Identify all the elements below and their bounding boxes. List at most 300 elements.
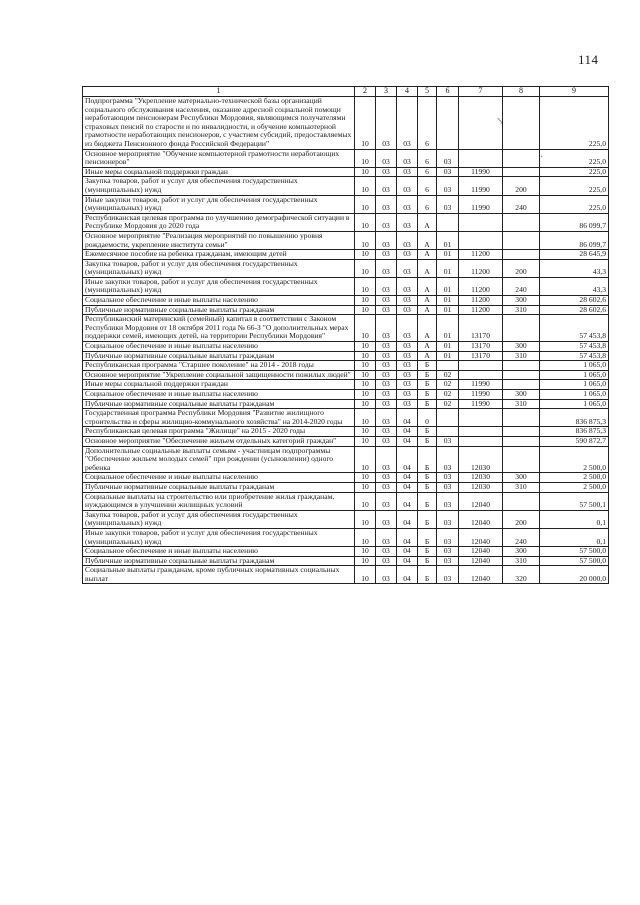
code-cs-3-cell: 02 (437, 380, 459, 390)
amount-cell: 225,0 (540, 97, 609, 150)
code-cs-3-cell: 03 (437, 177, 459, 195)
code-cs-2-cell: 0 (418, 409, 437, 427)
table-row (83, 305, 609, 315)
column-header: 9 (540, 87, 609, 97)
code-r-cell: 10 (355, 370, 376, 380)
code-vr-cell (503, 97, 540, 150)
code-cs-3-cell (437, 427, 459, 437)
row-name: Закупка товаров, работ и услуг для обеспечения государственных (муниципальных) нужд (83, 177, 355, 195)
table-row (83, 492, 609, 510)
code-cs-2-cell: А (418, 250, 437, 260)
amount-cell: 57 453,8 (540, 315, 609, 342)
code-pr-cell: 03 (376, 277, 397, 295)
row-name: Иные меры социальной поддержки граждан (83, 167, 355, 177)
code-cs-1-cell: 03 (397, 380, 418, 390)
code-cs-2-cell: А (418, 213, 437, 231)
code-cs-2-cell: А (418, 231, 437, 249)
code-r-cell: 10 (355, 361, 376, 371)
code-cs-1-cell: 03 (397, 213, 418, 231)
table-row (83, 250, 609, 260)
code-pr-cell: 03 (376, 149, 397, 167)
amount-cell: 225,0 (540, 149, 609, 167)
table-row (83, 510, 609, 528)
amount-cell: 1 065,0 (540, 361, 609, 371)
table-row (83, 97, 609, 150)
code-cs-4-cell (459, 409, 503, 427)
code-cs-3-cell: 03 (437, 149, 459, 167)
code-cs-4-cell: 12040 (459, 556, 503, 566)
code-vr-cell: 320 (503, 566, 540, 584)
code-vr-cell (503, 427, 540, 437)
amount-cell: 2 500,0 (540, 473, 609, 483)
code-pr-cell: 03 (376, 427, 397, 437)
code-pr-cell: 03 (376, 492, 397, 510)
code-cs-3-cell (437, 97, 459, 150)
code-cs-1-cell: 03 (397, 250, 418, 260)
code-vr-cell: 310 (503, 305, 540, 315)
amount-cell: 28 602,6 (540, 305, 609, 315)
code-cs-4-cell: 11200 (459, 250, 503, 260)
row-name: Социальное обеспечение и иные выплаты населению (83, 296, 355, 306)
code-pr-cell: 03 (376, 528, 397, 546)
amount-cell: 836 875,3 (540, 409, 609, 427)
code-cs-1-cell: 03 (397, 97, 418, 150)
row-name: Публичные нормативные социальные выплаты гражданам (83, 399, 355, 409)
table-header-row (83, 87, 609, 97)
code-cs-4-cell: 11990 (459, 195, 503, 213)
code-cs-4-cell: 11200 (459, 305, 503, 315)
code-cs-2-cell: Б (418, 446, 437, 473)
code-pr-cell: 03 (376, 97, 397, 150)
code-cs-4-cell: 12030 (459, 446, 503, 473)
code-cs-3-cell (437, 409, 459, 427)
code-cs-2-cell: 6 (418, 177, 437, 195)
code-cs-4-cell: 11990 (459, 390, 503, 400)
code-cs-3-cell: 01 (437, 305, 459, 315)
row-name: Основное мероприятие "Реализация мероприятий по повышению уровня рождаемости, укрепление института семьи" (83, 231, 355, 249)
code-r-cell: 10 (355, 482, 376, 492)
row-name: Иные меры социальной поддержки граждан (83, 380, 355, 390)
code-cs-2-cell: А (418, 342, 437, 352)
code-cs-3-cell (437, 213, 459, 231)
row-name: Социальное обеспечение и иные выплаты населению (83, 547, 355, 557)
code-vr-cell: 310 (503, 556, 540, 566)
code-cs-1-cell: 03 (397, 277, 418, 295)
row-name: Республиканская программа "Старшее поколение" на 2014 - 2018 годы (83, 361, 355, 371)
code-cs-1-cell: 04 (397, 492, 418, 510)
column-header: 2 (355, 87, 376, 97)
code-cs-3-cell: 03 (437, 446, 459, 473)
code-r-cell: 10 (355, 528, 376, 546)
amount-cell: 57 500,0 (540, 556, 609, 566)
code-pr-cell: 03 (376, 436, 397, 446)
row-name: Социальное обеспечение и иные выплаты населению (83, 473, 355, 483)
code-cs-4-cell: 13170 (459, 315, 503, 342)
code-cs-2-cell: Б (418, 390, 437, 400)
amount-cell: 57 500,0 (540, 547, 609, 557)
code-cs-1-cell: 04 (397, 556, 418, 566)
code-r-cell: 10 (355, 510, 376, 528)
code-cs-1-cell: 04 (397, 436, 418, 446)
amount-cell: 1 065,0 (540, 390, 609, 400)
row-name: Иные закупки товаров, работ и услуг для обеспечения государственных (муниципальных) нужд (83, 277, 355, 295)
code-vr-cell (503, 213, 540, 231)
code-cs-1-cell: 04 (397, 482, 418, 492)
code-cs-4-cell: 11200 (459, 277, 503, 295)
row-name: Основное мероприятие "Укрепление социальной защищенности пожилых людей" (83, 370, 355, 380)
row-name: Дополнительные социальные выплаты семьям - участницам подпрограммы "Обеспечение жильем молодых семей" при рождении (усыновлении) одного ребенка (83, 446, 355, 473)
code-cs-4-cell: 13170 (459, 342, 503, 352)
table-row (83, 399, 609, 409)
amount-cell: 20 000,0 (540, 566, 609, 584)
column-header: 5 (418, 87, 437, 97)
table-row (83, 342, 609, 352)
code-cs-1-cell: 03 (397, 149, 418, 167)
row-name: Республиканская целевая программа по улучшению демографической ситуации в Республике Мордовия до 2020 года (83, 213, 355, 231)
column-header: 4 (397, 87, 418, 97)
table-row (83, 259, 609, 277)
amount-cell: 57 453,8 (540, 342, 609, 352)
amount-cell: 86 099,7 (540, 213, 609, 231)
code-vr-cell (503, 167, 540, 177)
scan-mark: ↘ (496, 116, 505, 127)
code-vr-cell (503, 370, 540, 380)
code-cs-4-cell (459, 370, 503, 380)
code-vr-cell: 300 (503, 547, 540, 557)
code-cs-2-cell: 6 (418, 97, 437, 150)
code-cs-4-cell (459, 97, 503, 150)
code-pr-cell: 03 (376, 361, 397, 371)
code-cs-1-cell: 03 (397, 361, 418, 371)
code-r-cell: 10 (355, 296, 376, 306)
amount-cell: 2 500,0 (540, 446, 609, 473)
amount-cell: 225,0 (540, 195, 609, 213)
code-r-cell: 10 (355, 305, 376, 315)
code-cs-2-cell: Б (418, 556, 437, 566)
code-vr-cell (503, 315, 540, 342)
amount-cell: 86 099,7 (540, 231, 609, 249)
code-pr-cell: 03 (376, 167, 397, 177)
code-cs-4-cell: 11990 (459, 380, 503, 390)
code-cs-1-cell: 04 (397, 427, 418, 437)
code-pr-cell: 03 (376, 409, 397, 427)
row-name: Основное мероприятие "Обеспечение жильем отдельных категорий граждан" (83, 436, 355, 446)
code-vr-cell (503, 361, 540, 371)
table-row (83, 390, 609, 400)
table-row (83, 370, 609, 380)
code-pr-cell: 03 (376, 566, 397, 584)
table-row (83, 351, 609, 361)
code-vr-cell (503, 231, 540, 249)
row-name: Публичные нормативные социальные выплаты гражданам (83, 482, 355, 492)
table-row (83, 566, 609, 584)
code-cs-4-cell: 12040 (459, 566, 503, 584)
code-pr-cell: 03 (376, 390, 397, 400)
amount-cell: 0,1 (540, 510, 609, 528)
code-vr-cell: 300 (503, 473, 540, 483)
code-pr-cell: 03 (376, 259, 397, 277)
code-cs-1-cell: 03 (397, 231, 418, 249)
code-pr-cell: 03 (376, 370, 397, 380)
code-cs-4-cell: 12030 (459, 473, 503, 483)
code-pr-cell: 03 (376, 177, 397, 195)
row-name: Социальные выплаты гражданам, кроме публичных нормативных социальных выплат (83, 566, 355, 584)
code-vr-cell: 240 (503, 528, 540, 546)
code-vr-cell (503, 436, 540, 446)
column-header: 8 (503, 87, 540, 97)
table-row (83, 361, 609, 371)
table-row (83, 231, 609, 249)
code-cs-3-cell: 01 (437, 296, 459, 306)
code-vr-cell: 300 (503, 390, 540, 400)
code-cs-2-cell: Б (418, 361, 437, 371)
code-pr-cell: 03 (376, 547, 397, 557)
table-row (83, 213, 609, 231)
code-cs-2-cell: Б (418, 473, 437, 483)
code-pr-cell: 03 (376, 473, 397, 483)
code-cs-2-cell: Б (418, 528, 437, 546)
code-cs-2-cell: А (418, 259, 437, 277)
code-r-cell: 10 (355, 342, 376, 352)
code-vr-cell (503, 149, 540, 167)
amount-cell: 1 065,0 (540, 370, 609, 380)
code-r-cell: 10 (355, 473, 376, 483)
code-cs-4-cell: 11990 (459, 177, 503, 195)
amount-cell: 225,0 (540, 167, 609, 177)
code-cs-1-cell: 03 (397, 259, 418, 277)
code-r-cell: 10 (355, 409, 376, 427)
code-vr-cell: 200 (503, 259, 540, 277)
code-vr-cell: 240 (503, 277, 540, 295)
code-cs-4-cell: 12040 (459, 492, 503, 510)
code-r-cell: 10 (355, 380, 376, 390)
table-row (83, 446, 609, 473)
code-pr-cell: 03 (376, 315, 397, 342)
code-r-cell: 10 (355, 399, 376, 409)
code-cs-3-cell: 03 (437, 510, 459, 528)
amount-cell: 57 453,8 (540, 351, 609, 361)
code-r-cell: 10 (355, 547, 376, 557)
amount-cell: 590 872,7 (540, 436, 609, 446)
amount-cell: 836 875,3 (540, 427, 609, 437)
table-row (83, 296, 609, 306)
amount-cell: 43,3 (540, 277, 609, 295)
row-name: Закупка товаров, работ и услуг для обеспечения государственных (муниципальных) нужд (83, 259, 355, 277)
row-name: Республиканский материнский (семейный) капитал в соответствии с Законом Республики Мордовия от 18 октября 2011 года № 66-З "О дополнительных мерах поддержки семей, имеющих детей, на территории Республики Мордовия" (83, 315, 355, 342)
code-cs-3-cell: 02 (437, 390, 459, 400)
code-pr-cell: 03 (376, 296, 397, 306)
row-name: Государственная программа Республики Мордовия "Развитие жилищного строительства и сферы жилищно-коммунального хозяйства" на 2014-2020 годы (83, 409, 355, 427)
table-row (83, 380, 609, 390)
code-cs-1-cell: 03 (397, 370, 418, 380)
code-cs-2-cell: Б (418, 427, 437, 437)
code-r-cell: 10 (355, 177, 376, 195)
code-pr-cell: 03 (376, 250, 397, 260)
table-row (83, 436, 609, 446)
amount-cell: 0,1 (540, 528, 609, 546)
code-cs-2-cell: Б (418, 547, 437, 557)
table-row (83, 427, 609, 437)
code-cs-3-cell: 01 (437, 231, 459, 249)
code-vr-cell: 200 (503, 510, 540, 528)
code-cs-2-cell: Б (418, 492, 437, 510)
code-cs-3-cell: 01 (437, 250, 459, 260)
code-cs-3-cell: 02 (437, 370, 459, 380)
code-cs-4-cell: 11200 (459, 296, 503, 306)
code-cs-4-cell (459, 149, 503, 167)
table-row (83, 177, 609, 195)
table-row (83, 277, 609, 295)
code-cs-4-cell: 12040 (459, 547, 503, 557)
code-vr-cell: 310 (503, 399, 540, 409)
code-cs-3-cell: 01 (437, 277, 459, 295)
code-cs-2-cell: Б (418, 566, 437, 584)
scan-mark: · (540, 152, 544, 163)
table-row (83, 167, 609, 177)
code-cs-2-cell: А (418, 351, 437, 361)
code-cs-4-cell (459, 231, 503, 249)
code-r-cell: 10 (355, 492, 376, 510)
code-pr-cell: 03 (376, 305, 397, 315)
row-name: Публичные нормативные социальные выплаты гражданам (83, 556, 355, 566)
amount-cell: 57 500,1 (540, 492, 609, 510)
code-vr-cell: 300 (503, 296, 540, 306)
code-cs-2-cell: А (418, 305, 437, 315)
code-cs-1-cell: 03 (397, 399, 418, 409)
code-pr-cell: 03 (376, 342, 397, 352)
amount-cell: 2 500,0 (540, 482, 609, 492)
code-pr-cell: 03 (376, 510, 397, 528)
code-cs-2-cell: Б (418, 399, 437, 409)
code-cs-2-cell: Б (418, 482, 437, 492)
code-vr-cell: 300 (503, 342, 540, 352)
table-row (83, 556, 609, 566)
table-row (83, 482, 609, 492)
code-cs-3-cell (437, 361, 459, 371)
page-number: 114 (578, 52, 599, 67)
code-r-cell: 10 (355, 446, 376, 473)
row-name: Социальные выплаты на строительство или приобретение жилья гражданам, нуждающимся в улучшении жилищных условий (83, 492, 355, 510)
code-pr-cell: 03 (376, 556, 397, 566)
code-cs-1-cell: 04 (397, 528, 418, 546)
code-cs-2-cell: 6 (418, 195, 437, 213)
code-r-cell: 10 (355, 97, 376, 150)
table-row (83, 315, 609, 342)
table-row (83, 195, 609, 213)
code-r-cell: 10 (355, 351, 376, 361)
code-cs-4-cell: 12040 (459, 510, 503, 528)
code-cs-1-cell: 03 (397, 390, 418, 400)
column-header: 7 (459, 87, 503, 97)
code-r-cell: 10 (355, 315, 376, 342)
code-cs-3-cell: 03 (437, 473, 459, 483)
code-cs-1-cell: 03 (397, 342, 418, 352)
code-cs-1-cell: 03 (397, 305, 418, 315)
amount-cell: 1 065,0 (540, 380, 609, 390)
code-cs-4-cell (459, 213, 503, 231)
code-r-cell: 10 (355, 195, 376, 213)
amount-cell: 28 602,6 (540, 296, 609, 306)
code-r-cell: 10 (355, 149, 376, 167)
code-vr-cell: 310 (503, 482, 540, 492)
code-r-cell: 10 (355, 390, 376, 400)
code-pr-cell: 03 (376, 482, 397, 492)
row-name: Публичные нормативные социальные выплаты гражданам (83, 305, 355, 315)
code-cs-2-cell: 6 (418, 149, 437, 167)
amount-cell: 43,3 (540, 259, 609, 277)
row-name: Закупка товаров, работ и услуг для обеспечения государственных (муниципальных) нужд (83, 510, 355, 528)
row-name: Социальное обеспечение и иные выплаты населению (83, 342, 355, 352)
code-pr-cell: 03 (376, 213, 397, 231)
code-cs-1-cell: 03 (397, 167, 418, 177)
code-cs-4-cell: 12040 (459, 528, 503, 546)
code-cs-2-cell: 6 (418, 167, 437, 177)
code-cs-3-cell: 03 (437, 436, 459, 446)
code-cs-3-cell: 03 (437, 528, 459, 546)
code-cs-1-cell: 04 (397, 566, 418, 584)
table-row (83, 409, 609, 427)
code-vr-cell (503, 446, 540, 473)
code-pr-cell: 03 (376, 399, 397, 409)
code-vr-cell (503, 492, 540, 510)
code-r-cell: 10 (355, 556, 376, 566)
code-r-cell: 10 (355, 231, 376, 249)
table-row (83, 149, 609, 167)
code-vr-cell: 240 (503, 195, 540, 213)
code-cs-3-cell: 03 (437, 492, 459, 510)
row-name: Иные закупки товаров, работ и услуг для обеспечения государственных (муниципальных) нужд (83, 528, 355, 546)
code-pr-cell: 03 (376, 380, 397, 390)
amount-cell: 1 065,0 (540, 399, 609, 409)
column-header: 6 (437, 87, 459, 97)
code-cs-3-cell: 03 (437, 167, 459, 177)
table-row (83, 473, 609, 483)
code-vr-cell (503, 380, 540, 390)
code-cs-3-cell: 01 (437, 351, 459, 361)
code-cs-2-cell: А (418, 277, 437, 295)
code-cs-4-cell: 12030 (459, 482, 503, 492)
code-r-cell: 10 (355, 566, 376, 584)
code-r-cell: 10 (355, 427, 376, 437)
code-cs-4-cell (459, 361, 503, 371)
code-cs-1-cell: 04 (397, 409, 418, 427)
code-cs-3-cell: 03 (437, 566, 459, 584)
code-cs-1-cell: 03 (397, 195, 418, 213)
code-pr-cell: 03 (376, 446, 397, 473)
amount-cell: 28 645,9 (540, 250, 609, 260)
code-cs-3-cell: 01 (437, 259, 459, 277)
code-r-cell: 10 (355, 250, 376, 260)
code-pr-cell: 03 (376, 231, 397, 249)
amount-cell: 225,0 (540, 177, 609, 195)
code-cs-1-cell: 04 (397, 547, 418, 557)
code-cs-3-cell: 03 (437, 195, 459, 213)
code-cs-2-cell: Б (418, 436, 437, 446)
row-name: Ежемесячное пособие на ребенка гражданам, имеющим детей (83, 250, 355, 260)
code-r-cell: 10 (355, 259, 376, 277)
code-cs-1-cell: 04 (397, 446, 418, 473)
code-pr-cell: 03 (376, 195, 397, 213)
code-r-cell: 10 (355, 277, 376, 295)
row-name: Подпрограмма "Укрепление материально-технической базы организаций социального обслуживания населения, оказание адресной социальной помощи неработающим пенсионерам Республики Мордовия, являющимся получателями страховых пенсий по старости и по инвалидности, и обучение компьютерной грамотности неработающих пенсионеров, с участием субсидий, предоставляемых из бюджета Пенсионного фонда Российской Федерации" (83, 97, 355, 150)
code-cs-1-cell: 04 (397, 473, 418, 483)
code-cs-4-cell: 11990 (459, 167, 503, 177)
row-name: Социальное обеспечение и иные выплаты населению (83, 390, 355, 400)
code-cs-4-cell: 11990 (459, 399, 503, 409)
code-vr-cell: 200 (503, 177, 540, 195)
code-cs-3-cell: 02 (437, 399, 459, 409)
code-cs-3-cell: 03 (437, 547, 459, 557)
